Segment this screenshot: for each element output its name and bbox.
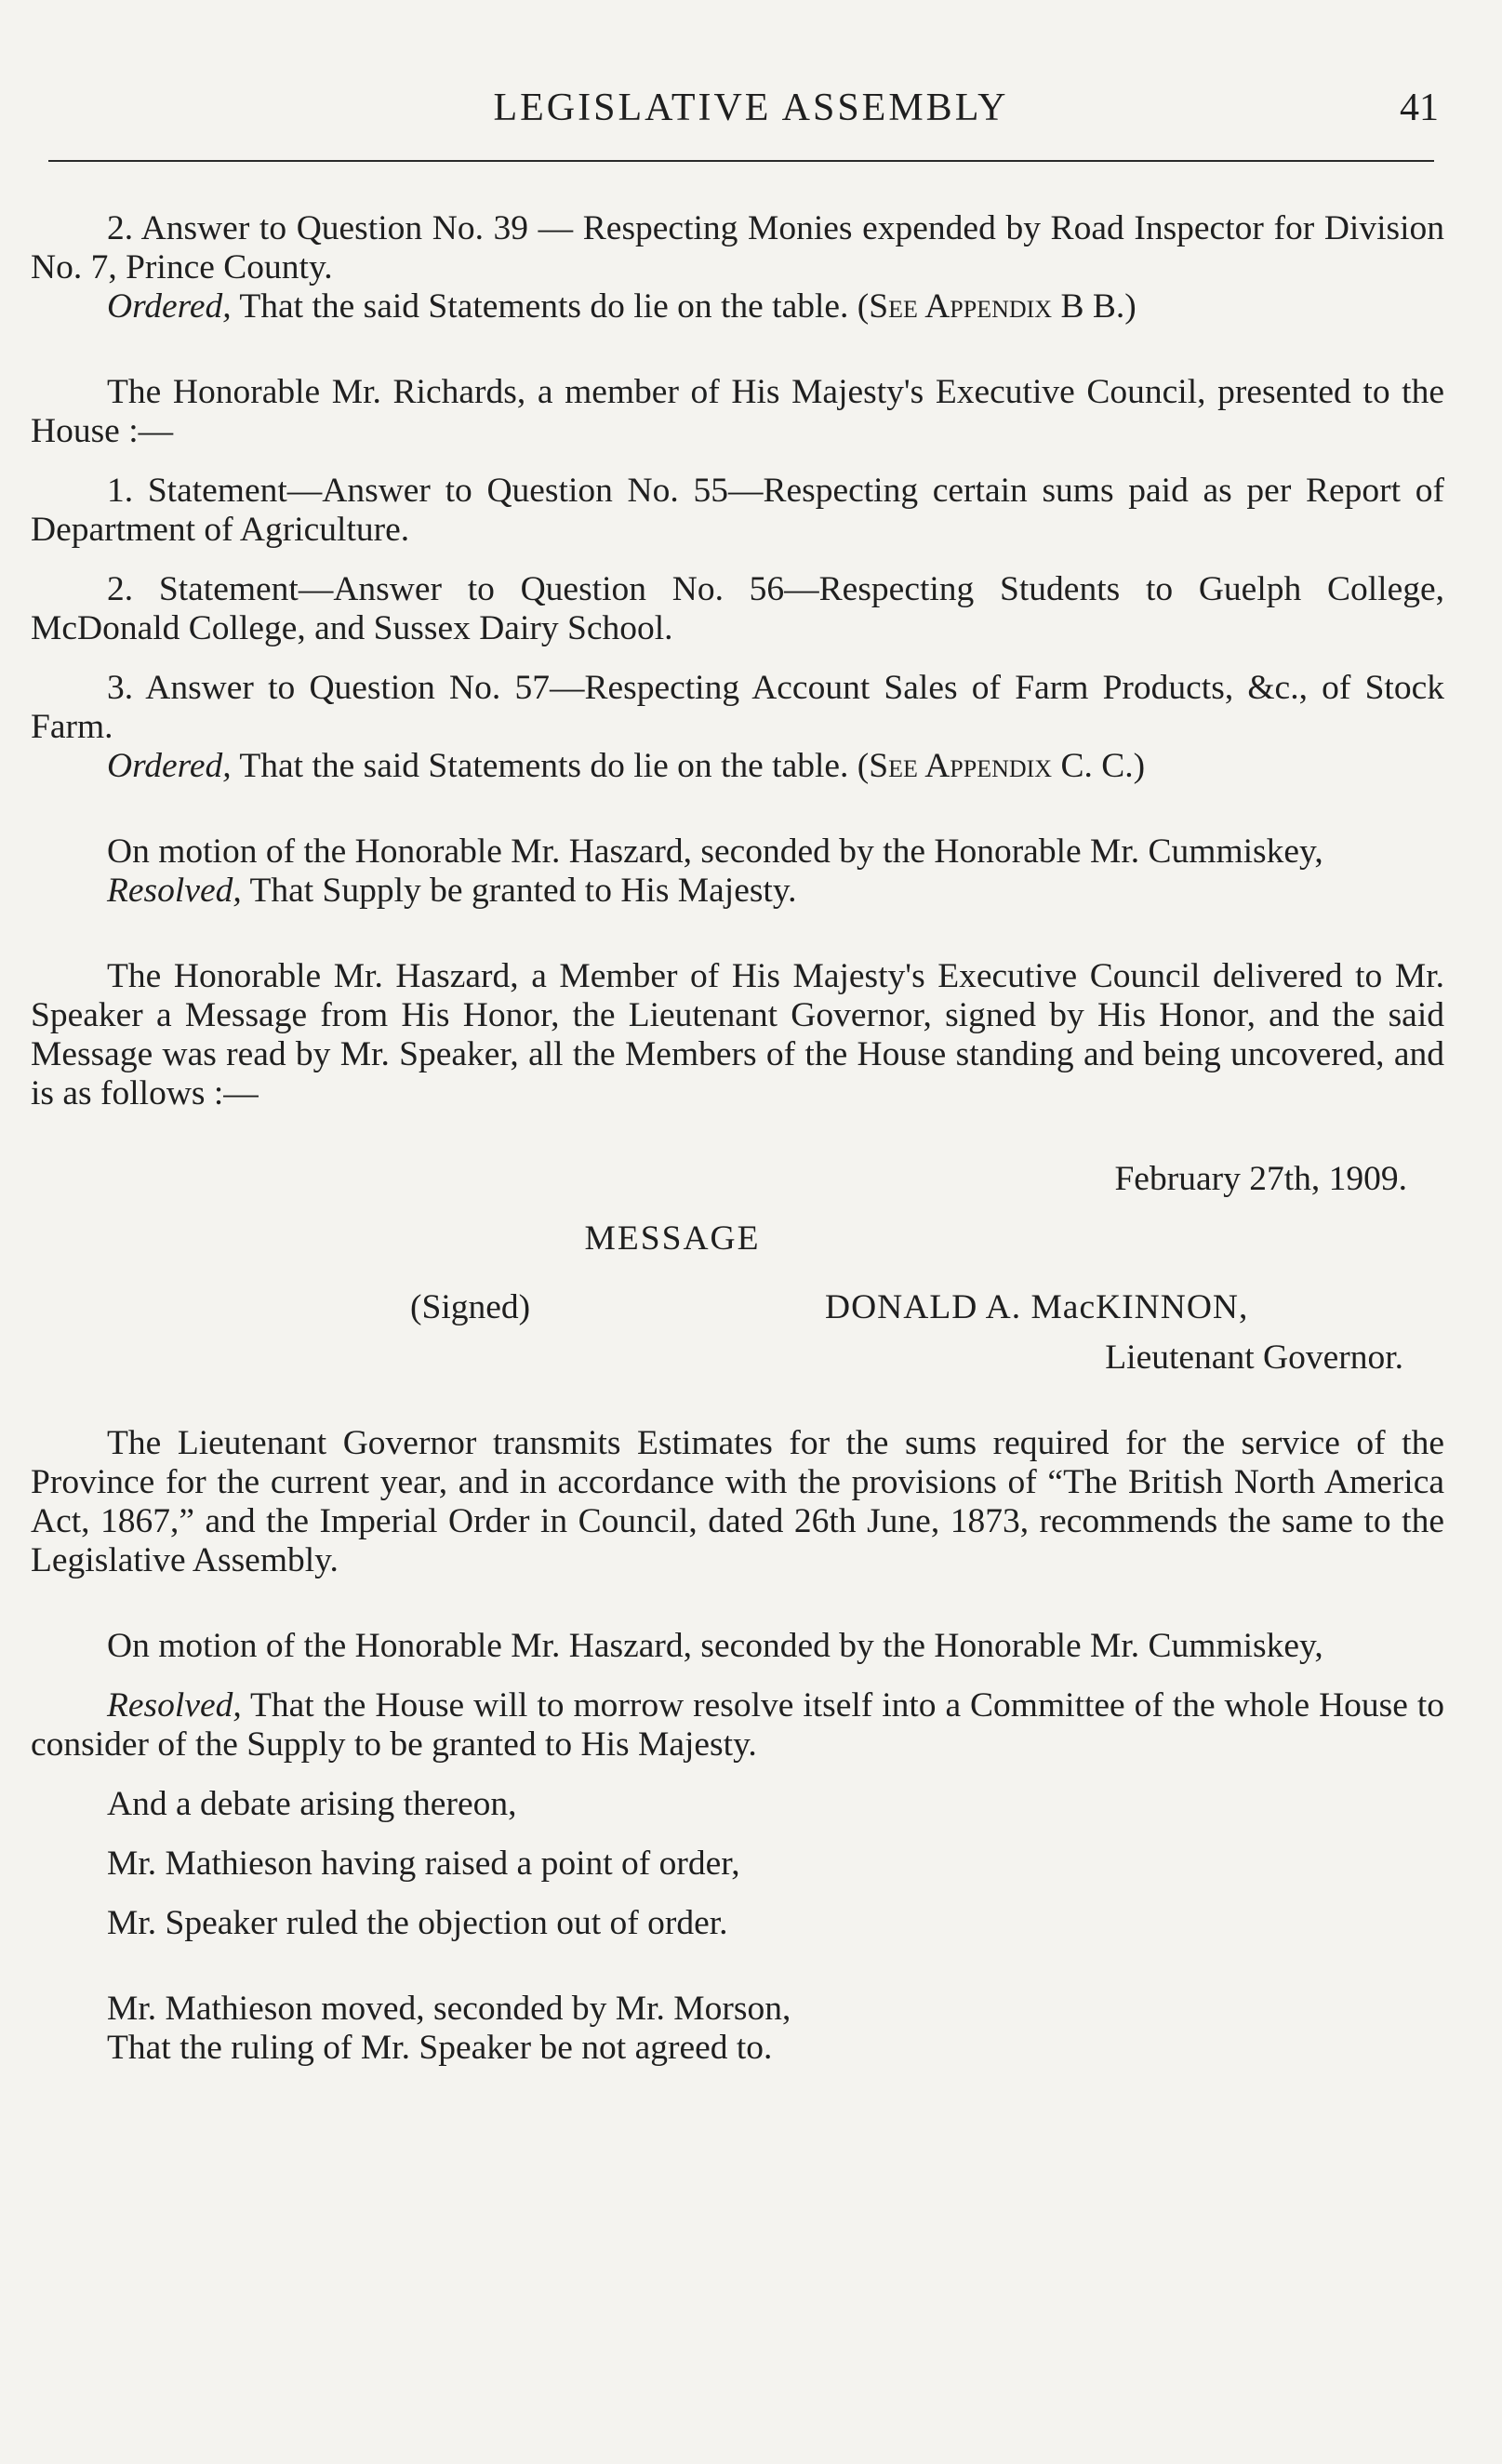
signature-row xyxy=(31,1288,1444,1329)
appendix-ref: See Appendix xyxy=(869,287,1053,326)
resolved-label: Resolved, xyxy=(107,872,242,910)
ruling-line: That the ruling of Mr. Speaker be not agreed to. xyxy=(107,2029,773,2067)
ordered-label: Ordered, xyxy=(107,747,232,785)
header-rule xyxy=(48,160,1434,162)
signer-name: DONALD A. MacKINNON, xyxy=(825,1288,1249,1326)
presented-paragraph: The Honorable Mr. Richards, a member of His Majesty's Executive Council, presented to the House :— xyxy=(31,373,1444,450)
answer-question-57: 3. Answer to Question No. 57—Respecting Account Sales of Farm Products, &c., of Stock Farm. xyxy=(31,669,1444,746)
resolved-label: Resolved, xyxy=(107,1686,242,1725)
ordered-label: Ordered, xyxy=(107,287,232,326)
statement-56: 2. Statement—Answer to Question No. 56—Respecting Students to Guelph College, McDonald College, and Sussex Dairy School. xyxy=(31,570,1444,647)
motion-committee: On motion of the Honorable Mr. Haszard, seconded by the Honorable Mr. Cummiskey, xyxy=(107,1627,1323,1665)
page-header xyxy=(0,86,1502,141)
appendix-ref: See Appendix xyxy=(869,747,1053,785)
answer-question-39: 2. Answer to Question No. 39 — Respecting Monies expended by Road Inspector for Division No. 7, Prince County. xyxy=(31,209,1444,286)
signer-title: Lieutenant Governor. xyxy=(1105,1339,1403,1377)
debate-block xyxy=(31,1785,1444,2068)
statement-55: 1. Statement—Answer to Question No. 55—Respecting certain sums paid as per Report of Department of Agriculture. xyxy=(31,472,1444,549)
signed-label: (Signed) xyxy=(410,1288,531,1326)
message-date: February 27th, 1909. xyxy=(1114,1160,1407,1198)
message-heading: MESSAGE xyxy=(584,1219,761,1258)
motion-supply: On motion of the Honorable Mr. Haszard, seconded by the Honorable Mr. Cummiskey, xyxy=(107,832,1323,871)
message-body: The Lieutenant Governor transmits Estimates for the sums required for the service of the Province for the current year, and in accordance with the provisions of “The British North America Act, 1867,” and the Imperial Order in Council, dated 26th June, 1873, recommends the same to the Legislative Assembly. xyxy=(31,1424,1444,1579)
page-body xyxy=(31,209,1444,2068)
resolved-committee: Resolved, That the House will to morrow resolve itself into a Committee of the whole House to consider of the Supply to be granted to His Majesty. xyxy=(31,1686,1444,1764)
moved-line: Mr. Mathieson moved, seconded by Mr. Morson, xyxy=(107,1990,791,2028)
ordered-statement-2: Ordered, That the said Statements do lie on the table. (See Appendix C. C.) xyxy=(107,747,1146,785)
page-number: 41 xyxy=(1400,87,1439,129)
message-intro: The Honorable Mr. Haszard, a Member of His Majesty's Executive Council delivered to Mr. Speaker a Message from His Honor, the Lieutenant Governor, signed by His Honor, and the said Message was read by Mr. Speaker, all the Members of the House standing and being uncovered, and is as follows :— xyxy=(31,957,1444,1112)
speaker-ruled-line: Mr. Speaker ruled the objection out of order. xyxy=(107,1904,728,1942)
debate-line: And a debate arising thereon, xyxy=(107,1785,517,1823)
resolved-supply: Resolved, That Supply be granted to His Majesty. xyxy=(107,872,797,910)
point-of-order-line: Mr. Mathieson having raised a point of order, xyxy=(107,1845,740,1883)
running-title: LEGISLATIVE ASSEMBLY xyxy=(493,87,1009,129)
ordered-statement-1: Ordered, That the said Statements do lie on the table. (See Appendix B B.) xyxy=(107,287,1136,326)
